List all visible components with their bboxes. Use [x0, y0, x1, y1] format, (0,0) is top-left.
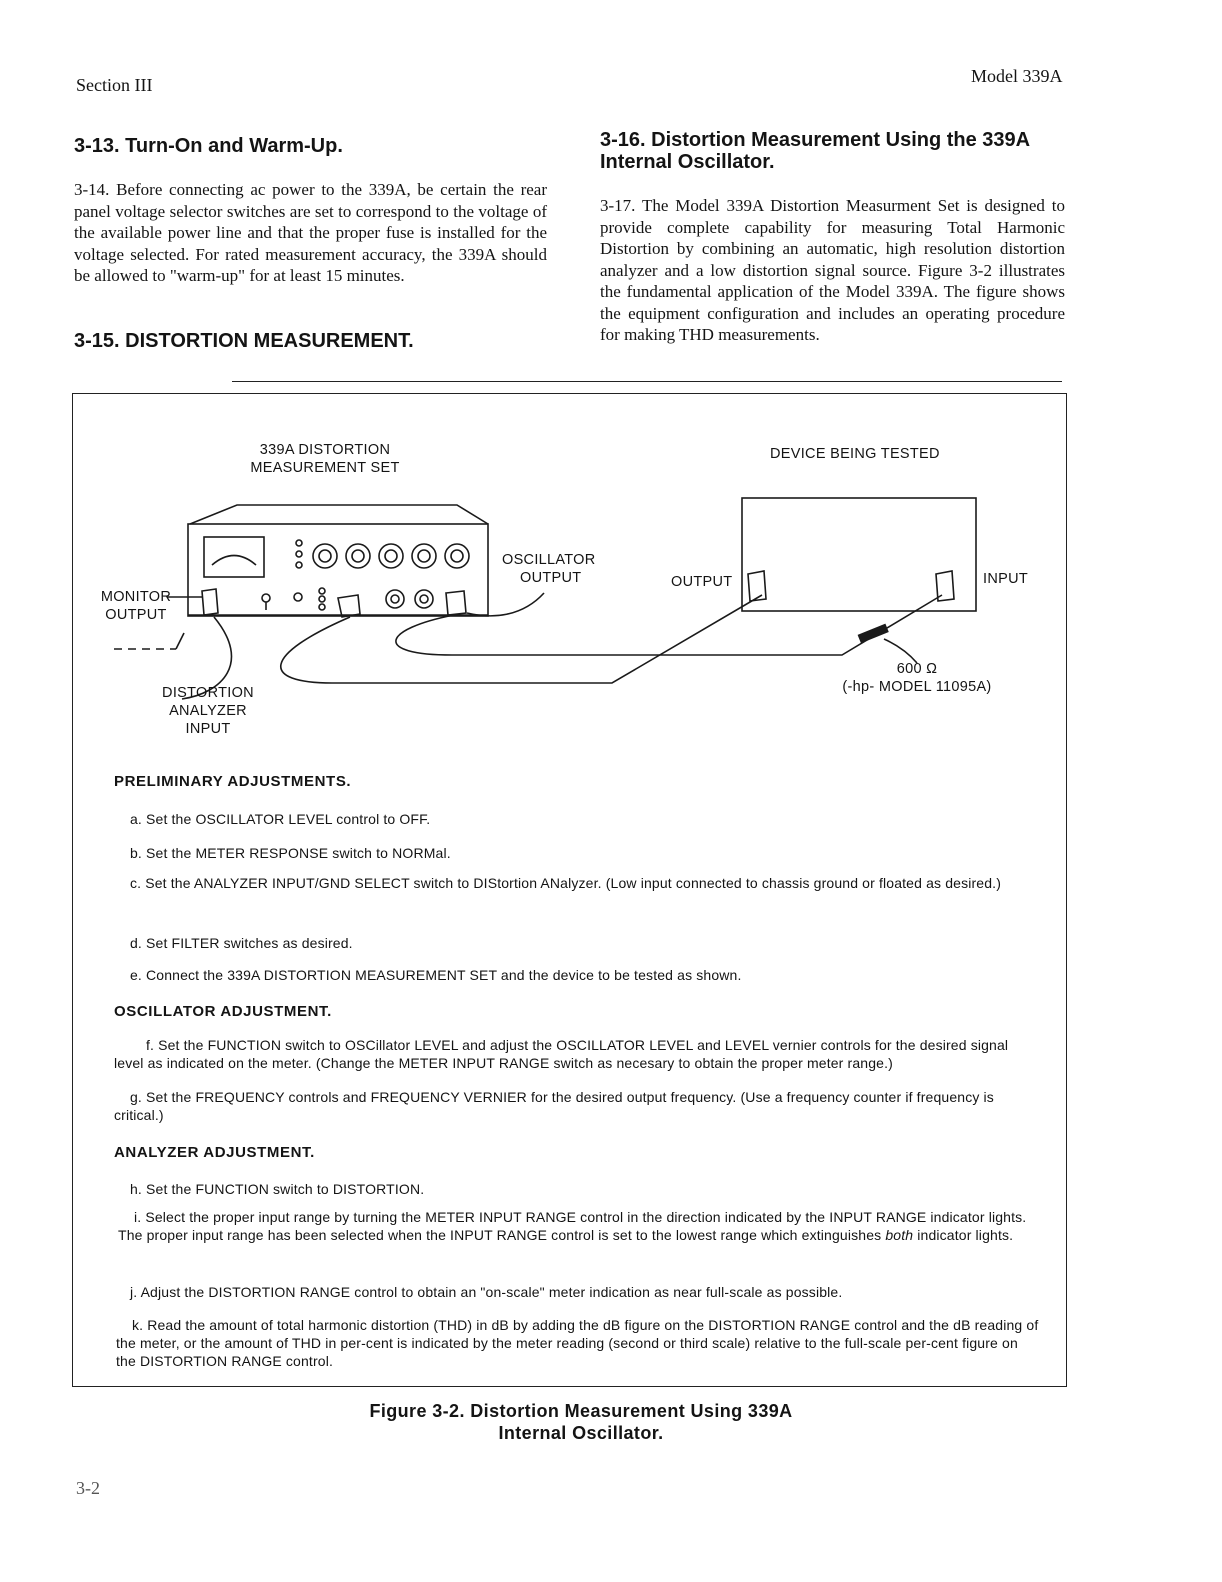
page-number: 3-2	[76, 1478, 100, 1498]
label-dut-input: INPUT	[983, 571, 1028, 587]
figure-top-rule	[232, 381, 1062, 382]
heading-turn-on: 3-13. Turn-On and Warm-Up.	[74, 135, 343, 157]
indicator-light-icon	[296, 540, 302, 546]
oscillator-adjustment-heading: OSCILLATOR ADJUSTMENT.	[114, 1003, 332, 1020]
meter-icon	[204, 537, 264, 577]
resistor-600-ohm-icon	[858, 624, 889, 644]
instrument-top-outline	[190, 505, 488, 524]
step-b: b. Set the METER RESPONSE switch to NORMal.	[130, 845, 451, 861]
step-g: g. Set the FREQUENCY controls and FREQUENCY VERNIER for the desired output frequency. (Use a frequency counter if frequency is critical.)	[114, 1089, 994, 1123]
heading-3-16-line1: 3-16. Distortion Measurement Using the 339A	[600, 129, 1031, 151]
figure-caption: Figure 3-2. Distortion Measurement Using 339A Internal Oscillator.	[369, 1401, 793, 1443]
monitor-connector-icon	[202, 589, 218, 615]
step-a: a. Set the OSCILLATOR LEVEL control to OFF.	[130, 811, 431, 827]
device-under-test-box	[742, 498, 976, 611]
heading-distortion-measurement: 3-15. DISTORTION MEASUREMENT.	[74, 330, 414, 352]
section-label: Section III	[76, 75, 153, 95]
para-3-14: 3-14. Before connecting ac power to the 339A, be certain the rear panel voltage selector switches are set to correspond to the voltage of the available power line and that the proper fuse is installed for the voltage selected. For rated measurement accuracy, the 339A should be allowed to "warm-up" for at least 15 minutes.	[74, 180, 547, 285]
step-i: i. Select the proper input range by turning the METER INPUT RANGE control in the direction indicated by the INPUT RANGE indicator lights. The proper input range has been selected when the INPUT RANGE control is set to the lowest range which extinguishes both indicator lights.	[118, 1209, 1027, 1243]
analyzer-input-connector-icon	[338, 595, 360, 617]
para-3-17: 3-17. The Model 339A Distortion Measurment Set is designed to provide complete capability for measuring Total Harmonic Distortion by combining an automatic, high resolution distortion analyzer and a low distortion signal source. Figure 3-2 illustrates the fundamental application of the Model 339A. The figure shows the equipment configuration and includes an operating procedure for making THD measurements.	[600, 196, 1065, 344]
step-k: k. Read the amount of total harmonic distortion (THD) in dB by adding the dB figure on the DISTORTION RANGE control and the dB reading of the meter, or the amount of THD in per-cent is indicated by the meter reading (second or third scale) relative to the full-scale per-cent figure on the DISTORTION RANGE control.	[116, 1317, 1039, 1369]
analyzer-adjustment-heading: ANALYZER ADJUSTMENT.	[114, 1144, 315, 1161]
step-f: f. Set the FUNCTION switch to OSCillator LEVEL and adjust the OSCILLATOR LEVEL and LEVEL vernier controls for the desired signal level as indicated on the meter. (Change the METER INPUT RANGE switch as necesary to obtain the proper meter range.)	[114, 1037, 1009, 1071]
preliminary-adjustments-heading: PRELIMINARY ADJUSTMENTS.	[114, 773, 352, 790]
step-j: j. Adjust the DISTORTION RANGE control to obtain an "on-scale" meter indication as near full-scale as possible.	[130, 1284, 843, 1300]
label-device-tested: DEVICE BEING TESTED	[770, 446, 940, 462]
label-dut-output: OUTPUT	[671, 574, 733, 590]
label-monitor-output: MONITOR OUTPUT	[100, 589, 172, 623]
step-e: e. Connect the 339A DISTORTION MEASUREMENT SET and the device to be tested as shown.	[130, 967, 742, 983]
step-c: c. Set the ANALYZER INPUT/GND SELECT switch to DIStortion ANalyzer. (Low input connected to chassis ground or floated as desired.)	[130, 875, 1002, 891]
step-h: h. Set the FUNCTION switch to DISTORTION.	[130, 1181, 425, 1197]
label-oscillator-output: OSCILLATOR OUTPUT	[502, 552, 596, 586]
step-d: d. Set FILTER switches as desired.	[130, 935, 353, 951]
label-339a-set: 339A DISTORTION MEASUREMENT SET	[250, 442, 400, 476]
oscillator-output-connector-icon	[446, 591, 466, 615]
label-resistor: 600 Ω (-hp- MODEL 11095A)	[842, 661, 992, 695]
model-label: Model 339A	[971, 66, 1063, 86]
cable-to-analyzer-input	[281, 595, 762, 683]
cable-oscillator-output	[396, 595, 942, 655]
heading-3-16-line2: Internal Oscillator.	[600, 151, 775, 173]
label-analyzer-input: DISTORTION ANALYZER INPUT	[162, 685, 254, 737]
dut-output-connector-icon	[748, 571, 766, 601]
knob-row-icon	[313, 544, 469, 568]
